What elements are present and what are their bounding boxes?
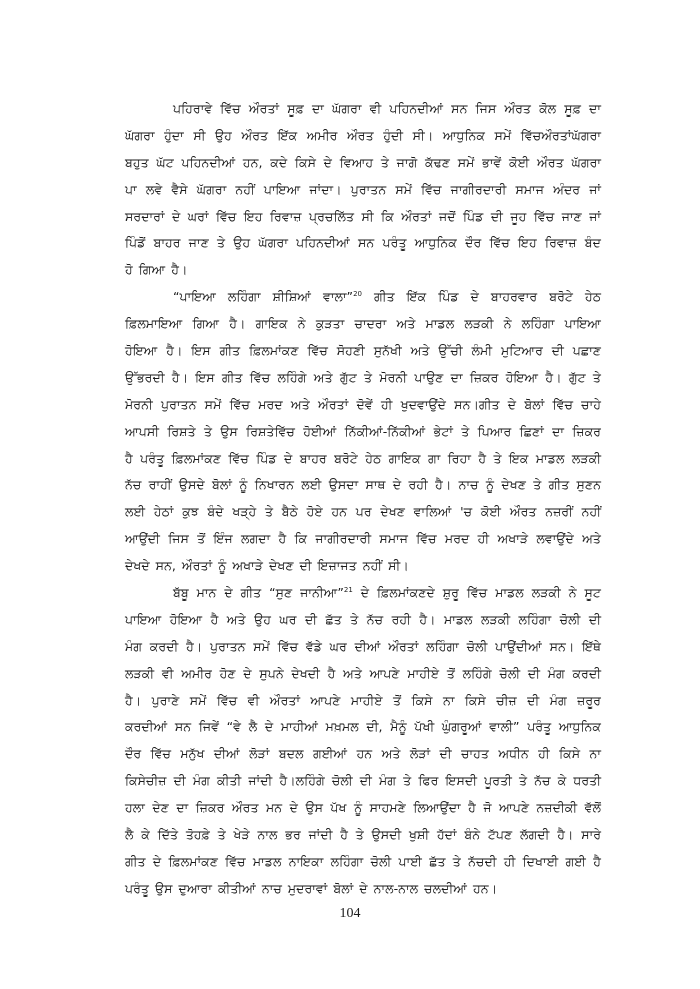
text-line: ਪਾ ਲਵੇ ਵੈਸੇ ਘੱਗਰਾ ਨਹੀਂ ਪਾਇਆ ਜਾਂਦਾ। ਪੁਰਾਤਨ ਸਮੇਂ ਵਿੱਚ ਜਾਗੀਰਦਾਰੀ ਸਮਾਜ ਅੰਦਰ ਜਾਂ xyxy=(125,181,601,197)
text-line: ਪਹਿਰਾਵੇ ਵਿੱਚ ਔਰਤਾਂ ਸੂਫ਼ ਦਾ ਘੱਗਰਾ ਵੀ ਪਹਿਨਦੀਆਂ ਸਨ ਜਿਸ ਔਰਤ ਕੋਲ ਸੂਫ਼ ਦਾ xyxy=(173,101,601,116)
text-fragment: ਗੀਤ ਇੱਕ ਪਿੰਡ ਦੇ ਬਾਹਰਵਾਰ ਬਰੋਟੇ ਹੇਠ xyxy=(374,289,601,305)
text-line: ਹੈ ਪਰੰਤੂ ਫ਼ਿਲਮਾਂਕਣ ਵਿੱਚ ਪਿੰਡ ਦੇ ਬਾਹਰ ਬਰੋਟੇ ਹੇਠ ਗਾਇਕ ਗਾ ਰਿਹਾ ਹੈ ਤੇ ਇਕ ਮਾਡਲ ਲੜਕੀ xyxy=(125,450,601,466)
text-line: ਕਰਦੀਆਂ ਸਨ ਜਿਵੇਂ “ਵੇ ਲੈ ਦੇ ਮਾਹੀਆਂ ਮਖ਼ਮਲ ਦੀ, ਮੈਨੂੰ ਪੱਖੀ ਘੁੰਗਰੂਆਂ ਵਾਲੀ” ਪਰੰਤੂ ਆਧੁਨਿਕ xyxy=(125,719,601,735)
text-line xyxy=(125,284,601,311)
text-line: ਕਿਸੇਚੀਜ਼ ਦੀ ਮੰਗ ਕੀਤੀ ਜਾਂਦੀ ਹੈ।ਲਹਿੰਗੇ ਚੋਲੀ ਦੀ ਮੰਗ ਤੇ ਫਿਰ ਇਸਦੀ ਪੂਰਤੀ ਤੇ ਨੱਚ ਕੇ ਧਰਤੀ xyxy=(125,773,601,789)
text-line: ਪਰੰਤੂ ਉਸ ਦੁਆਰਾ ਕੀਤੀਆਂ ਨਾਚ ਮੁਦਰਾਵਾਂ ਬੋਲਾਂ ਦੇ ਨਾਲ-ਨਾਲ ਚਲਦੀਆਂ ਹਨ। xyxy=(125,880,498,896)
text-line: ਨੱਚ ਰਾਹੀਂ ਉਸਦੇ ਬੋਲਾਂ ਨੂੰ ਨਿਖਾਰਨ ਲਈ ਉਸਦਾ ਸਾਥ ਦੇ ਰਹੀ ਹੈ। ਨਾਚ ਨੂੰ ਦੇਖਣ ਤੇ ਗੀਤ ਸੁਣਨ xyxy=(125,477,601,493)
text-line: ਘੱਗਰਾ ਹੁੰਦਾ ਸੀ ਉਹ ਔਰਤ ਇੱਕ ਅਮੀਰ ਔਰਤ ਹੁੰਦੀ ਸੀ। ਆਧੁਨਿਕ ਸਮੇਂ ਵਿੱਚਔਰਤਾਂਘੱਗਰਾ xyxy=(125,127,601,143)
text-line: ਆਪਸੀ ਰਿਸ਼ਤੇ ਤੇ ਉਸ ਰਿਸ਼ਤੇਵਿੱਚ ਹੋਈਆਂ ਨਿੱਕੀਆਂ-ਨਿੱਕੀਆਂ ਭੇਟਾਂ ਤੇ ਪਿਆਰ ਛਿਣਾਂ ਦਾ ਜ਼ਿਕਰ xyxy=(125,423,601,439)
page-number: 104 xyxy=(339,906,361,921)
text-line: ਸਰਦਾਰਾਂ ਦੇ ਘਰਾਂ ਵਿੱਚ ਇਹ ਰਿਵਾਜ਼ ਪ੍ਰਚਲਿੱਤ ਸੀ ਕਿ ਔਰਤਾਂ ਜਦੋਂ ਪਿੰਡ ਦੀ ਜੂਹ ਵਿੱਚ ਜਾਣ ਜਾਂ xyxy=(125,208,601,224)
text-line: ਉੱਭਰਦੀ ਹੈ। ਇਸ ਗੀਤ ਵਿੱਚ ਲਹਿੰਗੇ ਅਤੇ ਗੁੱਟ ਤੇ ਮੋਰਨੀ ਪਾਉਣ ਦਾ ਜ਼ਿਕਰ ਹੋਇਆ ਹੈ। ਗੁੱਟ ਤੇ xyxy=(125,369,601,385)
paragraph-3 xyxy=(125,580,601,903)
text-line: ਫ਼ਿਲਮਾਇਆ ਗਿਆ ਹੈ। ਗਾਇਕ ਨੇ ਕੁੜਤਾ ਚਾਦਰਾ ਅਤੇ ਮਾਡਲ ਲੜਕੀ ਨੇ ਲਹਿੰਗਾ ਪਾਇਆ xyxy=(125,316,601,332)
text-line: ਲੜਕੀ ਵੀ ਅਮੀਰ ਹੋਣ ਦੇ ਸੁਪਨੇ ਦੇਖਦੀ ਹੈ ਅਤੇ ਆਪਣੇ ਮਾਹੀਏ ਤੋਂ ਲਹਿੰਗੇ ਚੋਲੀ ਦੀ ਮੰਗ ਕਰਦੀ xyxy=(125,665,601,681)
text-line: ਲਈ ਹੇਠਾਂ ਕੁਝ ਬੰਦੇ ਖੜ੍ਹੇ ਤੇ ਬੈਠੇ ਹੋਏ ਹਨ ਪਰ ਦੇਖਣ ਵਾਲਿਆਂ 'ਚ ਕੋਈ ਔਰਤ ਨਜ਼ਰੀਂ ਨਹੀਂ xyxy=(125,504,601,520)
paragraph-2 xyxy=(125,284,601,580)
text-line: ਪਿੰਡੋਂ ਬਾਹਰ ਜਾਣ ਤੇ ਉਹ ਘੱਗਰਾ ਪਹਿਨਦੀਆਂ ਸਨ ਪਰੰਤੂ ਆਧੁਨਿਕ ਦੌਰ ਵਿੱਚ ਇਹ ਰਿਵਾਜ਼ ਬੰਦ xyxy=(125,235,601,251)
text-line: ਆਉਂਦੀ ਜਿਸ ਤੋਂ ਇੰਜ ਲਗਦਾ ਹੈ ਕਿ ਜਾਗੀਰਦਾਰੀ ਸਮਾਜ ਵਿੱਚ ਮਰਦ ਹੀ ਅਖਾੜੇ ਲਵਾਉਂਦੇ ਅਤੇ xyxy=(125,531,601,547)
text-line: ਦੇਖਦੇ ਸਨ, ਔਰਤਾਂ ਨੂੰ ਅਖਾੜੇ ਦੇਖਣ ਦੀ ਇਜ਼ਾਜਤ ਨਹੀਂ ਸੀ। xyxy=(125,558,409,574)
text-fragment: ਦੇ ਫ਼ਿਲਮਾਂਕਣਦੇ ਸ਼ੁਰੂ ਵਿੱਚ ਮਾਡਲ ਲੜਕੀ ਨੇ ਸੂਟ xyxy=(360,585,601,601)
text-line: ਮੋਰਨੀ ਪੁਰਾਤਨ ਸਮੇਂ ਵਿੱਚ ਮਰਦ ਅਤੇ ਔਰਤਾਂ ਦੋਵੇਂ ਹੀ ਖੁਦਵਾਉਂਦੇ ਸਨ।ਗੀਤ ਦੇ ਬੋਲਾਂ ਵਿੱਚ ਚਾਹੇ xyxy=(125,396,601,412)
text-line: ਮੰਗ ਕਰਦੀ ਹੈ। ਪੁਰਾਤਨ ਸਮੇਂ ਵਿੱਚ ਵੱਡੇ ਘਰ ਦੀਆਂ ਔਰਤਾਂ ਲਹਿੰਗਾ ਚੋਲੀ ਪਾਉਂਦੀਆਂ ਸਨ। ਇੱਥੇ xyxy=(125,638,601,654)
text-line: ਬਹੁਤ ਘੱਟ ਪਹਿਨਦੀਆਂ ਹਨ, ਕਦੇ ਕਿਸੇ ਦੇ ਵਿਆਹ ਤੇ ਜਾਗੋ ਕੱਢਣ ਸਮੇਂ ਭਾਵੇਂ ਕੋਈ ਔਰਤ ਘੱਗਰਾ xyxy=(125,154,601,170)
text-line: ਹੋ ਗਿਆ ਹੈ। xyxy=(125,262,188,278)
text-line: ਲੈ ਕੇ ਦਿੱਤੇ ਤੋਹਫ਼ੇ ਤੇ ਖੇੜੇ ਨਾਲ ਭਰ ਜਾਂਦੀ ਹੈ ਤੇ ਉਸਦੀ ਖੁਸ਼ੀ ਹੱਦਾਂ ਬੰਨੇ ਟੱਪਣ ਲੱਗਦੀ ਹੈ। ਸਾਰੇ xyxy=(125,827,601,843)
document-body xyxy=(125,96,601,903)
text-line: ਹਲਾ ਦੇਣ ਦਾ ਜ਼ਿਕਰ ਔਰਤ ਮਨ ਦੇ ਉਸ ਪੱਖ ਨੂੰ ਸਾਹਮਣੇ ਲਿਆਉਂਦਾ ਹੈ ਜੋ ਆਪਣੇ ਨਜ਼ਦੀਕੀ ਵੱਲੋਂ xyxy=(125,800,601,816)
song-title-quote: “ਪਾਇਆ ਲਹਿੰਗਾ ਸ਼ੀਸ਼ਿਆਂ ਵਾਲਾ” xyxy=(173,289,354,305)
text-line: ਦੌਰ ਵਿੱਚ ਮਨੁੱਖ ਦੀਆਂ ਲੋੜਾਂ ਬਦਲ ਗਈਆਂ ਹਨ ਅਤੇ ਲੋੜਾਂ ਦੀ ਚਾਹਤ ਅਧੀਨ ਹੀ ਕਿਸੇ ਨਾ xyxy=(125,746,601,762)
text-line xyxy=(125,580,601,607)
text-line: ਗੀਤ ਦੇ ਫ਼ਿਲਮਾਂਕਣ ਵਿੱਚ ਮਾਡਲ ਨਾਇਕਾ ਲਹਿੰਗਾ ਚੋਲੀ ਪਾਈ ਛੱਤ ਤੇ ਨੱਚਦੀ ਹੀ ਦਿਖਾਈ ਗਈ ਹੈ xyxy=(125,853,601,869)
song-title-quote: ਬੱਬੂ ਮਾਨ ਦੇ ਗੀਤ “ਸੁਣ ਜਾਨੀਆ” xyxy=(173,585,344,601)
footnote-ref: 20 xyxy=(353,290,363,299)
text-line: ਹੈ। ਪੁਰਾਣੇ ਸਮੇਂ ਵਿੱਚ ਵੀ ਔਰਤਾਂ ਆਪਣੇ ਮਾਹੀਏ ਤੋਂ ਕਿਸੇ ਨਾ ਕਿਸੇ ਚੀਜ਼ ਦੀ ਮੰਗ ਜ਼ਰੂਰ xyxy=(125,692,601,708)
text-line: ਹੋਇਆ ਹੈ। ਇਸ ਗੀਤ ਫ਼ਿਲਮਾਂਕਣ ਵਿੱਚ ਸੋਹਣੀ ਸੁਨੱਖੀ ਅਤੇ ਉੱਚੀ ਲੰਮੀ ਮੁਟਿਆਰ ਦੀ ਪਛਾਣ xyxy=(125,343,601,359)
footnote-ref: 21 xyxy=(343,586,353,595)
paragraph-1 xyxy=(125,96,601,284)
text-line: ਪਾਇਆ ਹੋਇਆ ਹੈ ਅਤੇ ਉਹ ਘਰ ਦੀ ਛੱਤ ਤੇ ਨੱਚ ਰਹੀ ਹੈ। ਮਾਡਲ ਲੜਕੀ ਲਹਿੰਗਾ ਚੋਲੀ ਦੀ xyxy=(125,611,601,627)
